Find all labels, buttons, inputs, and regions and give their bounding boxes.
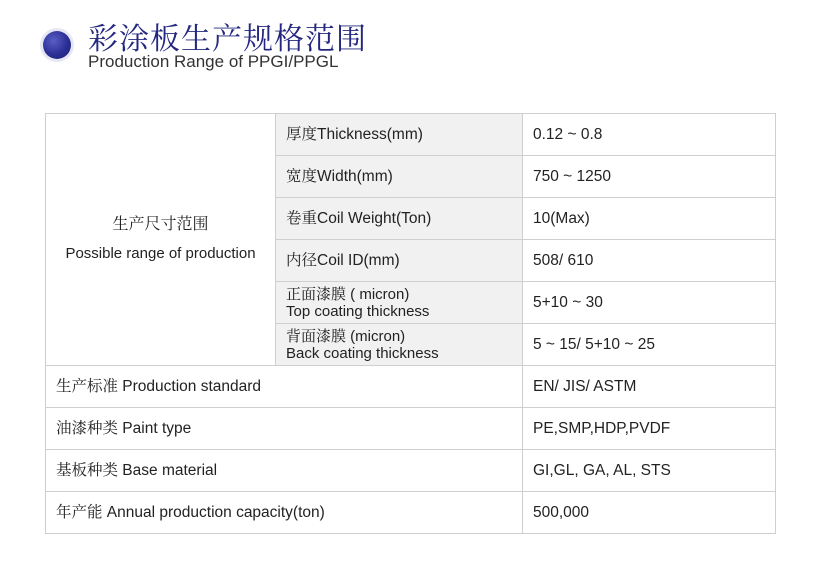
table-row [46, 366, 776, 408]
value-thickness: 0.12 ~ 0.8 [523, 114, 776, 156]
param-back-coating-en: Back coating thickness [286, 344, 439, 362]
value-width: 750 ~ 1250 [523, 156, 776, 198]
table-row [46, 114, 776, 156]
param-coil-weight: 卷重Coil Weight(Ton) [276, 198, 523, 240]
table-row [46, 450, 776, 492]
param-coil-id: 内径Coil ID(mm) [276, 240, 523, 282]
param-back-coating [276, 324, 523, 366]
value-coil-id: 508/ 610 [523, 240, 776, 282]
param-back-coating-cn: 背面漆膜 (micron) [286, 327, 406, 345]
label-base-material: 基板种类 Base material [46, 450, 523, 492]
param-top-coating [276, 282, 523, 324]
spec-table [45, 113, 776, 534]
value-annual-capacity: 500,000 [523, 492, 776, 534]
label-paint-type: 油漆种类 Paint type [46, 408, 523, 450]
group-label-en: Possible range of production [65, 245, 256, 263]
value-top-coating: 5+10 ~ 30 [523, 282, 776, 324]
param-top-coating-cn: 正面漆膜 ( micron) [286, 285, 410, 303]
page-title: 彩涂板生产规格范围 [88, 23, 367, 56]
value-base-material: GI,GL, GA, AL, STS [523, 450, 776, 492]
value-coil-weight: 10(Max) [523, 198, 776, 240]
group-label-cn: 生产尺寸范围 [112, 216, 209, 234]
table-row [46, 492, 776, 534]
group-label-cell [46, 114, 276, 366]
param-thickness: 厚度Thickness(mm) [276, 114, 523, 156]
label-annual-capacity: 年产能 Annual production capacity(ton) [46, 492, 523, 534]
param-width: 宽度Width(mm) [276, 156, 523, 198]
param-top-coating-en: Top coating thickness [286, 302, 430, 320]
value-production-standard: EN/ JIS/ ASTM [523, 366, 776, 408]
page-subtitle: Production Range of PPGI/PPGL [88, 52, 339, 71]
table-row [46, 408, 776, 450]
label-production-standard: 生产标准 Production standard [46, 366, 523, 408]
bullet-dot-icon [43, 31, 71, 59]
value-paint-type: PE,SMP,HDP,PVDF [523, 408, 776, 450]
value-back-coating: 5 ~ 15/ 5+10 ~ 25 [523, 324, 776, 366]
